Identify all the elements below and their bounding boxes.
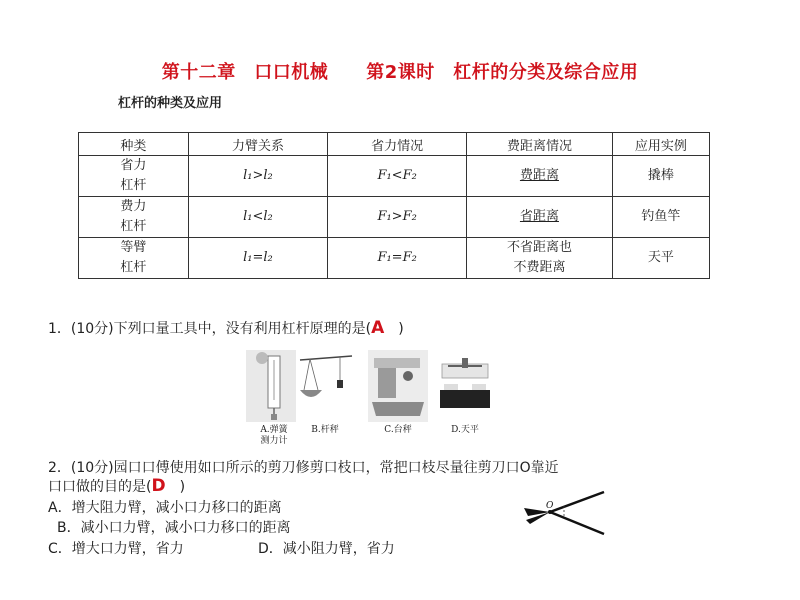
cell-force: F₁=F₂ xyxy=(328,238,467,279)
balance-icon xyxy=(436,350,494,422)
cell-kind: 费力 杠杆 xyxy=(79,197,189,238)
table-row xyxy=(79,238,710,279)
question-2-option-c: C．增大口力臂，省力 xyxy=(48,541,184,557)
table-row xyxy=(79,197,710,238)
cell-example: 撬棒 xyxy=(612,156,709,197)
option-c-caption: C.台秤 xyxy=(384,425,412,435)
chapter-title: 第十二章 口口机械 xyxy=(161,62,329,83)
question-2-answer: D xyxy=(151,476,166,496)
pivot-label: O xyxy=(546,501,554,511)
cell-distance: 费距离 xyxy=(467,156,612,197)
option-d-caption: D.天平 xyxy=(451,425,479,435)
header-kind: 种类 xyxy=(79,133,189,156)
cell-force: F₁>F₂ xyxy=(328,197,467,238)
cell-arm: l₁>l₂ xyxy=(188,156,327,197)
question-2-option-b: B．减小口力臂，减小口力移口的距离 xyxy=(57,520,291,536)
cell-distance: 省距离 xyxy=(467,197,612,238)
balance-image xyxy=(436,350,494,422)
question-2-option-a: A．增大阻力臂，减小口力移口的距离 xyxy=(48,500,282,516)
section-title: 杠杆的种类及应用 xyxy=(118,96,223,111)
option-b-caption: B.杆秤 xyxy=(311,425,339,435)
scissors-figure xyxy=(520,484,610,540)
steelyard-image xyxy=(296,350,354,422)
header-distance: 费距离情况 xyxy=(467,133,612,156)
page-title xyxy=(0,58,800,84)
cell-kind: 等臂 杠杆 xyxy=(79,238,189,279)
spring-scale-image xyxy=(246,350,302,422)
cell-kind: 省力 杠杆 xyxy=(79,156,189,197)
question-1: 1．(10分)下列口量工具中，没有利用杠杆原理的是(A ) xyxy=(48,318,404,338)
question-1-close xyxy=(384,321,398,337)
steelyard-icon xyxy=(296,350,354,422)
table-row xyxy=(79,156,710,197)
platform-scale-image xyxy=(368,350,428,422)
header-example: 应用实例 xyxy=(612,133,709,156)
question-2-option-d: D．减小阻力臂，省力 xyxy=(258,541,395,557)
cell-distance: 不省距离也 不费距离 xyxy=(467,238,612,279)
scissors-icon xyxy=(524,492,604,534)
cell-arm: l₁=l₂ xyxy=(188,238,327,279)
spring-scale-icon xyxy=(246,350,302,422)
question-2-line-1: 2．(10分)园口口傅使用如口所示的剪刀修剪口枝口，常把口枝尽量往剪刀口O靠近 xyxy=(48,460,559,476)
lesson-title: 第2课时 杠杆的分类及综合应用 xyxy=(366,62,639,83)
cell-force: F₁<F₂ xyxy=(328,156,467,197)
lever-table xyxy=(78,132,710,279)
question-1-text: 1．(10分)下列口量工具中，没有利用杠杆原理的是( xyxy=(48,321,372,337)
table-header-row xyxy=(79,133,710,156)
header-force: 省力情况 xyxy=(328,133,467,156)
platform-scale-icon xyxy=(368,350,428,422)
question-1-answer: A xyxy=(371,318,385,338)
question-2-line-2: 口口做的目的是(D ) xyxy=(48,476,186,496)
cell-example: 钓鱼竿 xyxy=(612,197,709,238)
header-arm: 力臂关系 xyxy=(188,133,327,156)
cell-example: 天平 xyxy=(612,238,709,279)
option-a-caption: A.弹簧 测力计 xyxy=(260,425,288,446)
cell-arm: l₁<l₂ xyxy=(188,197,327,238)
